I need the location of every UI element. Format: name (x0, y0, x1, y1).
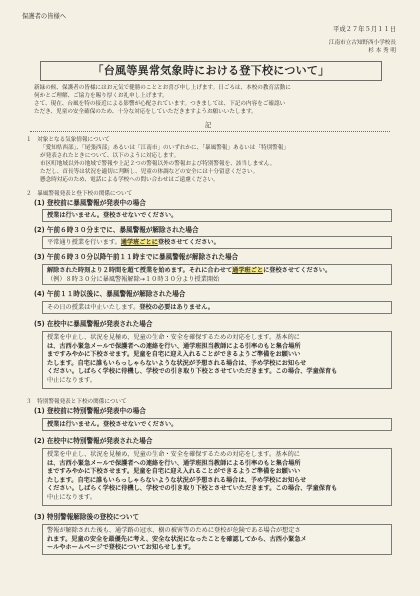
s2-item5-line: は、古西小緊急メールで保護者への連絡を行い、通学班担当教師による引率のもと集合場所 (47, 342, 301, 350)
s3-item1-box (42, 418, 392, 431)
sender-school: 江南市立古知野西小学校長 (328, 40, 396, 46)
s2-item3-line1-b: に登校させてください。 (263, 267, 332, 274)
s2-item3-line1-highlight: 通学班ごと (232, 267, 264, 274)
s3-item2-line: たします。自宅に誰もいらっしゃらないような状況が予想される場合は、予め学校にお知らせ (47, 476, 307, 484)
s2-item2-box (42, 236, 392, 249)
section-1 (26, 136, 396, 184)
s3-item3-line: れます。児童の安全を最優先に考え、安全な状況になったことを確認してから、古西小緊急メ (47, 535, 307, 543)
s3-item2-line: は、古西小緊急メールで保護者への連絡を行い、通学班担当教師による引率のもと集合場所 (47, 459, 301, 467)
document-title: 「台風等異常気象時における登下校について」 (40, 61, 382, 81)
s2-item2-label: (2) 午前６時３０分までに、暴風警報が解除された場合 (34, 226, 199, 234)
section-1-line: 「愛知県西部」、「尾張西部」あるいは「江南市」のいずれかに、「暴風警報」あるいは「特別警報」 (40, 145, 289, 151)
s3-item3-line: ールやホームページで登校についてお知らせします。 (47, 544, 195, 551)
section-1-line: 懸念時対応のため、電話による学校への問い合わせはご遠慮ください。 (40, 177, 219, 183)
s3-item2-label: (2) 在校中に特別警報が発表された場合 (34, 437, 153, 445)
s2-item5-line: ください。しばらく学校に待機し、学校での引き取り下校とさせていただきます。この場合、学童保育も (47, 368, 338, 375)
s3-item2-line: まですみやかに下校させます。児童を自宅に迎え入れることができるようご準備をお願いい (47, 468, 301, 475)
s2-item4-text-a: その日の授業は中止いたします。 (47, 304, 140, 311)
intro-line: さて、現在、台風を特の接近による影響が心配されています。つきましては、下記の内容をご確認い (34, 101, 286, 107)
s2-item3-line1-a: 解除された時刻より２時間を超て授業を始めます。それに合わせて (47, 267, 233, 274)
s2-item1-text: 授業は行いません。登校させないでください。 (47, 212, 178, 219)
intro-paragraph (34, 84, 394, 116)
s2-item2-text-b: 登校させてください。 (157, 239, 220, 246)
s3-item3-box (42, 524, 392, 555)
ki-label: 記 (205, 122, 212, 129)
s3-item2-box (42, 448, 392, 506)
section-1-heading: １ 対象となる気象情報について (26, 137, 110, 143)
s2-item5-box (42, 331, 392, 389)
s3-item2-line: 中止になります。 (47, 493, 97, 501)
s2-item1-label: (1) 登校前に暴風警報が発表中の場合 (34, 199, 146, 207)
s2-item3-box (42, 264, 392, 285)
section-3-heading: ３ 特別警報発表と下校の関係について (26, 399, 127, 405)
s2-item5-line: たします。自宅に誰もいらっしゃらないような状況が予想される場合は、予め学校にお知らせ (47, 359, 307, 367)
intro-line: 新緑の候、保護者の皆様にはお元気で健勝のこととお喜び申し上げます。日ごろは、本校の教育活動に (34, 85, 291, 91)
section-1-line: が発表されたときについて、以下のように対応します。 (40, 153, 180, 159)
s2-item5-line: 授業を中止し、状況を見極め、児童の生命・安全を確保するための対応をします。基本的に (47, 334, 300, 341)
s2-item4-label: (4) 午前１１時以後に、暴風警報が解除された場合 (34, 290, 186, 298)
section-1-line: ただし、首長等は状況を適切に判断し、児童の体調などの安全には十分留意ください。 (40, 169, 259, 175)
intro-line: ただき、児童の安全確保のため、十分な対応をしていただきますようお願いいたします。 (34, 109, 257, 115)
section-1-line: 市区町地域以外の地域で警報や上記２つの警報以外の警報および特別警報を、該当しません。 (40, 161, 276, 167)
s2-item4-box (42, 301, 392, 314)
s3-item1-text: 授業は行いません。登校させないでください。 (47, 421, 178, 428)
s2-item4-text-b: 登校の必要はありません。 (139, 304, 214, 311)
divider (30, 131, 390, 132)
s2-item2-text-highlight: 通学班ごとに (120, 239, 158, 246)
section-2-heading: ２ 暴風警報発表と登下校の関係について (26, 191, 133, 197)
s3-item1-label: (1) 登校前に特別警報が発表中の場合 (34, 407, 146, 415)
s2-item1-box (42, 209, 392, 222)
s3-item2-line: 授業を中止し、状況を見極め、児童の生命・安全を確保するための対応をします。基本的に (47, 451, 300, 458)
s3-item2-line: ください。しばらく学校に待機し、学校での引き取り下校とさせていただきます。この場合、学童保育も (47, 485, 338, 492)
s3-item3-line: 警報が解除された後も、通学路の冠水、樹の被害等のために登校が危険である場合が想定さ (47, 527, 301, 534)
date: 平成２７年５月１１日 (333, 26, 396, 33)
sender-name: 杉 本 秀 明 (368, 48, 396, 54)
intro-line: 何かとご理解、ご協力を賜り厚くお礼申し上げます。 (34, 93, 168, 99)
s2-item5-line: まですみやかに下校させます。児童を自宅に迎え入れることができるようご準備をお願いい (47, 351, 301, 358)
s2-item2-text-a: 平常通り授業を行います。 (47, 239, 121, 246)
s2-item5-line: 中止になります。 (47, 376, 97, 384)
s3-item3-label: (3) 特別警報解除後の登校について (34, 513, 140, 521)
s2-item3-line2: （例）８時３０分に暴風警報解除→１０時３０分より授業開始 (47, 275, 220, 283)
s2-item3-label: (3) 午前６時３０分以降午前１１時までに暴風警報が解除された場合 (34, 253, 239, 261)
s2-item5-label: (5) 在校中に暴風警報が発表された場合 (34, 320, 153, 328)
recipient: 保護者の皆様へ (22, 13, 67, 20)
